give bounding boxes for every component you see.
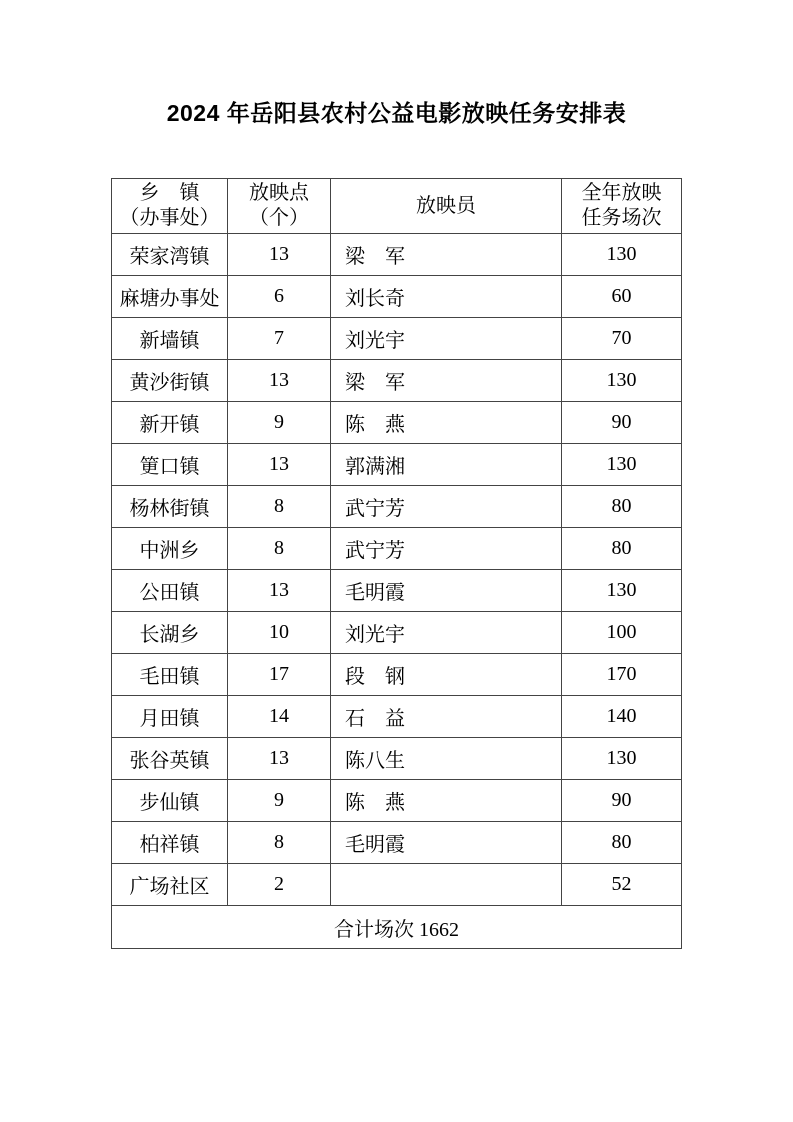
points-cell: 7	[228, 318, 331, 360]
header-township	[112, 179, 228, 234]
points-cell: 8	[228, 486, 331, 528]
points-cell: 8	[228, 528, 331, 570]
township-cell: 荣家湾镇	[112, 234, 228, 276]
table-footer	[112, 906, 682, 949]
projectionist-cell: 陈 燕	[331, 780, 562, 822]
projectionist-cell	[331, 864, 562, 906]
sessions-cell: 80	[562, 822, 682, 864]
points-cell: 13	[228, 234, 331, 276]
table-row	[112, 234, 682, 276]
points-cell: 13	[228, 444, 331, 486]
township-cell: 步仙镇	[112, 780, 228, 822]
page-title: 2024 年岳阳县农村公益电影放映任务安排表	[166, 100, 627, 126]
header-sessions	[562, 179, 682, 234]
table-row	[112, 780, 682, 822]
screening-schedule-table	[111, 178, 682, 949]
township-cell: 筻口镇	[112, 444, 228, 486]
projectionist-cell: 刘光宇	[331, 612, 562, 654]
projectionist-cell: 陈 燕	[331, 402, 562, 444]
sessions-cell: 170	[562, 654, 682, 696]
header-points	[228, 179, 331, 234]
table-row	[112, 486, 682, 528]
table-row	[112, 318, 682, 360]
table-row	[112, 738, 682, 780]
table-row	[112, 654, 682, 696]
points-cell: 6	[228, 276, 331, 318]
header-projectionist: 放映员	[331, 179, 562, 234]
points-cell: 13	[228, 360, 331, 402]
table-body	[112, 234, 682, 906]
table-row	[112, 444, 682, 486]
sessions-cell: 70	[562, 318, 682, 360]
sessions-cell: 130	[562, 444, 682, 486]
sessions-cell: 130	[562, 360, 682, 402]
sessions-cell: 52	[562, 864, 682, 906]
projectionist-cell: 陈八生	[331, 738, 562, 780]
header-township-line1: 乡 镇	[139, 182, 200, 204]
township-cell: 长湖乡	[112, 612, 228, 654]
township-cell: 黄沙街镇	[112, 360, 228, 402]
points-cell: 8	[228, 822, 331, 864]
projectionist-cell: 刘光宇	[331, 318, 562, 360]
township-cell: 新墙镇	[112, 318, 228, 360]
table-row	[112, 696, 682, 738]
points-cell: 10	[228, 612, 331, 654]
table-row	[112, 612, 682, 654]
township-cell: 月田镇	[112, 696, 228, 738]
points-cell: 2	[228, 864, 331, 906]
table-row	[112, 360, 682, 402]
table-row	[112, 402, 682, 444]
projectionist-cell: 刘长奇	[331, 276, 562, 318]
table-row	[112, 570, 682, 612]
sessions-cell: 130	[562, 234, 682, 276]
projectionist-cell: 毛明霞	[331, 570, 562, 612]
projectionist-cell: 毛明霞	[331, 822, 562, 864]
total-sessions-cell: 合计场次 1662	[112, 906, 682, 949]
sessions-cell: 80	[562, 528, 682, 570]
township-cell: 柏祥镇	[112, 822, 228, 864]
projectionist-cell: 郭满湘	[331, 444, 562, 486]
sessions-cell: 100	[562, 612, 682, 654]
header-points-line1: 放映点	[249, 182, 309, 204]
projectionist-cell: 武宁芳	[331, 486, 562, 528]
table-header	[112, 179, 682, 234]
total-row	[112, 906, 682, 949]
township-cell: 中洲乡	[112, 528, 228, 570]
points-cell: 14	[228, 696, 331, 738]
sessions-cell: 90	[562, 780, 682, 822]
township-cell: 杨林街镇	[112, 486, 228, 528]
sessions-cell: 140	[562, 696, 682, 738]
sessions-cell: 90	[562, 402, 682, 444]
header-points-line2: （个）	[249, 207, 309, 229]
projectionist-cell: 石 益	[331, 696, 562, 738]
projectionist-cell: 段 钢	[331, 654, 562, 696]
township-cell: 麻塘办事处	[112, 276, 228, 318]
points-cell: 17	[228, 654, 331, 696]
points-cell: 13	[228, 738, 331, 780]
sessions-cell: 80	[562, 486, 682, 528]
sessions-cell: 130	[562, 570, 682, 612]
sessions-cell: 130	[562, 738, 682, 780]
points-cell: 13	[228, 570, 331, 612]
header-sessions-line1: 全年放映	[581, 182, 662, 204]
table-row	[112, 822, 682, 864]
sessions-cell: 60	[562, 276, 682, 318]
township-cell: 广场社区	[112, 864, 228, 906]
township-cell: 新开镇	[112, 402, 228, 444]
header-sessions-line2: 任务场次	[581, 207, 662, 229]
projectionist-cell: 梁 军	[331, 360, 562, 402]
header-row	[112, 179, 682, 234]
points-cell: 9	[228, 780, 331, 822]
header-township-line2: （办事处）	[119, 207, 220, 229]
points-cell: 9	[228, 402, 331, 444]
projectionist-cell: 武宁芳	[331, 528, 562, 570]
township-cell: 公田镇	[112, 570, 228, 612]
table-row	[112, 276, 682, 318]
township-cell: 毛田镇	[112, 654, 228, 696]
table-row	[112, 864, 682, 906]
township-cell: 张谷英镇	[112, 738, 228, 780]
projectionist-cell: 梁 军	[331, 234, 562, 276]
table-row	[112, 528, 682, 570]
